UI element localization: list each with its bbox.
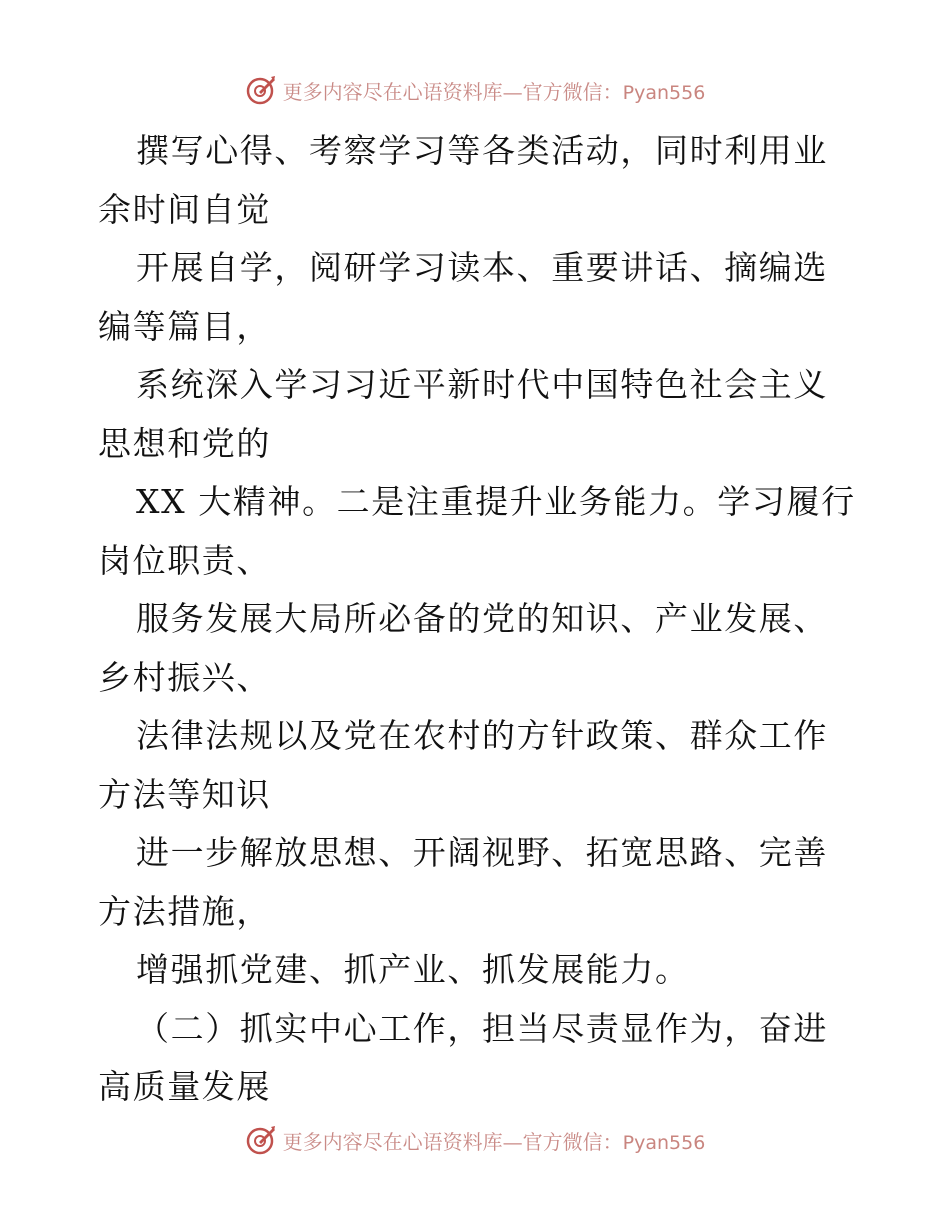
paragraph: 增强抓党建、抓产业、抓发展能力。 [136,950,690,989]
paragraph: 开展自学，阅研学习读本、重要讲话、摘编选编等篇目， [98,248,828,346]
watermark-text [283,1126,706,1155]
section-heading: （二）抓实中心工作，担当尽责显作为，奋进高质量发展 [98,1008,828,1106]
watermark-code: Pyan556 [622,81,706,104]
footer-watermark [0,1120,950,1160]
watermark-text [283,76,706,105]
watermark-label: 更多内容尽在心语资料库—官方微信： [282,1129,623,1154]
watermark-code: Pyan556 [622,1131,706,1154]
paragraph: 进一步解放思想、开阔视野、拓宽思路、完善方法措施， [98,833,828,931]
header-watermark [0,70,950,110]
paragraph: 服务发展大局所必备的党的知识、产业发展、乡村振兴、 [98,599,828,697]
logo-icon [245,74,277,106]
paragraph: XX 大精神。二是注重提升业务能力。学习履行岗位职责、 [98,482,856,580]
paragraph: 撰写心得、考察学习等各类活动，同时利用业余时间自觉 [98,131,828,229]
paragraph: 系统深入学习习近平新时代中国特色社会主义思想和党的 [98,365,828,463]
watermark-label: 更多内容尽在心语资料库—官方微信： [282,79,623,104]
paragraph: 法律法规以及党在农村的方针政策、群众工作方法等知识 [98,716,828,814]
logo-icon [245,1124,277,1156]
document-body [98,122,858,1117]
